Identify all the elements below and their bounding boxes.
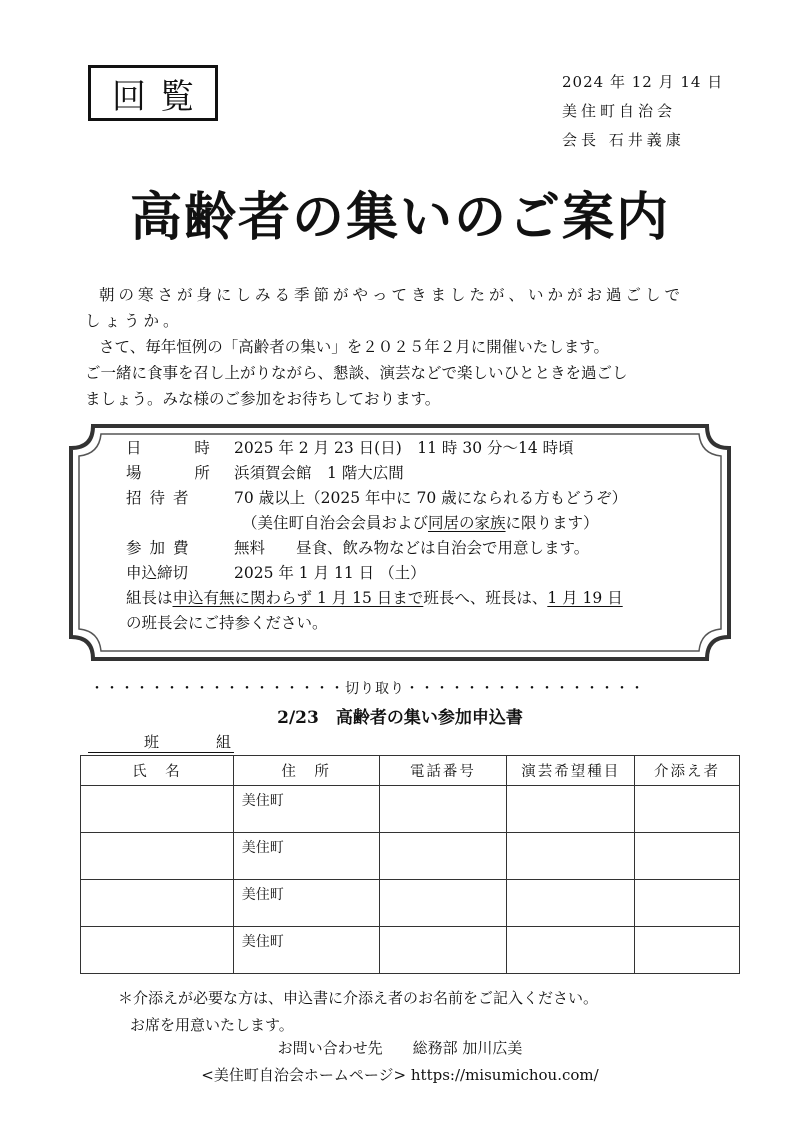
han-label: 班 [144,733,160,751]
chairperson: 会長 石井義康 [562,131,685,149]
performance-cell[interactable] [507,927,635,974]
organization: 美住町自治会 [562,102,677,120]
han-kumi-field[interactable] [88,732,234,753]
intro-line: ましょう。みな様のご参加をお待ちしております。 [85,390,441,408]
col-phone: 電話番号 [379,756,507,786]
performance-cell[interactable] [507,880,635,927]
table-row [81,786,740,833]
event-details [126,436,627,636]
col-address: 住 所 [233,756,379,786]
detail-place: 場 所 浜須賀会館 1 階大広間 [126,464,404,482]
form-title: 2/23 高齢者の集い参加申込書 [277,708,523,728]
name-cell[interactable] [81,786,234,833]
cut-line: ・・・・・・・・・・・・・・・・・切り取り・・・・・・・・・・・・・・・・ [90,681,645,697]
table-row [81,927,740,974]
note-line: ＊介添えが必要な方は、申込書に介添え者のお名前をご記入ください。 [118,989,599,1007]
table-row [81,833,740,880]
address-cell[interactable]: 美住町 [233,833,379,880]
issue-date: 2024 年 12 月 14 日 [562,73,724,91]
page-title: 高齢者の集いのご案内 [129,188,670,248]
footer-note [118,985,598,1039]
contact-person: お問い合わせ先 総務部 加川広美 [277,1039,523,1057]
header-info [562,68,723,155]
detail-date: 日 時 2025 年 2 月 23 日(日) 11 時 30 分～14 時頃 [126,439,574,457]
detail-invitees: 招待者 70 歳以上（2025 年中に 70 歳になられる方もどうぞ） [126,489,628,507]
address-cell[interactable]: 美住町 [233,927,379,974]
col-caregiver: 介添え者 [635,756,740,786]
detail-fee: 参加費 無料 昼食、飲み物などは自治会で用意します。 [126,539,590,557]
detail-invitees-note: （美住町自治会会員および 同居の家族 に限ります） [242,514,599,532]
detail-instructions: 組長は 申込有無に関わらず 1 月 15 日まで 班長へ、班長は、 1 月 19 日 [126,589,623,607]
contact-info [0,1035,800,1089]
name-cell[interactable] [81,880,234,927]
name-cell[interactable] [81,927,234,974]
intro-line: 朝の寒さが身にしみる季節がやってきましたが、いかがお過ごしで [99,286,685,304]
phone-cell[interactable] [379,880,507,927]
caregiver-cell[interactable] [635,786,740,833]
application-table [80,755,740,974]
caregiver-cell[interactable] [635,880,740,927]
phone-cell[interactable] [379,786,507,833]
address-cell[interactable]: 美住町 [233,880,379,927]
caregiver-cell[interactable] [635,927,740,974]
note-line: お席を用意いたします。 [130,1016,294,1034]
table-row [81,880,740,927]
address-cell[interactable]: 美住町 [233,786,379,833]
table-header-row [81,756,740,786]
performance-cell[interactable] [507,833,635,880]
col-performance: 演芸希望種目 [507,756,635,786]
name-cell[interactable] [81,833,234,880]
kumi-label: 組 [216,733,232,751]
kairan-box: 回覧 [88,65,218,121]
intro-line: ご一緒に食事を召し上がりながら、懇談、演芸などで楽しいひとときを過ごし [85,364,628,382]
col-name: 氏 名 [81,756,234,786]
detail-deadline: 申込締切 2025 年 1 月 11 日 （土） [126,564,426,582]
intro-text [85,282,735,412]
caregiver-cell[interactable] [635,833,740,880]
phone-cell[interactable] [379,833,507,880]
homepage-link[interactable]: <美住町自治会ホームページ> https://misumichou.com/ [201,1066,599,1084]
detail-instructions-cont: の班長会にご持参ください。 [126,614,328,632]
performance-cell[interactable] [507,786,635,833]
phone-cell[interactable] [379,927,507,974]
intro-line: さて、毎年恒例の「高齢者の集い」を２０２５年２月に開催いたします。 [99,338,609,356]
intro-line: しょうか。 [85,312,183,330]
